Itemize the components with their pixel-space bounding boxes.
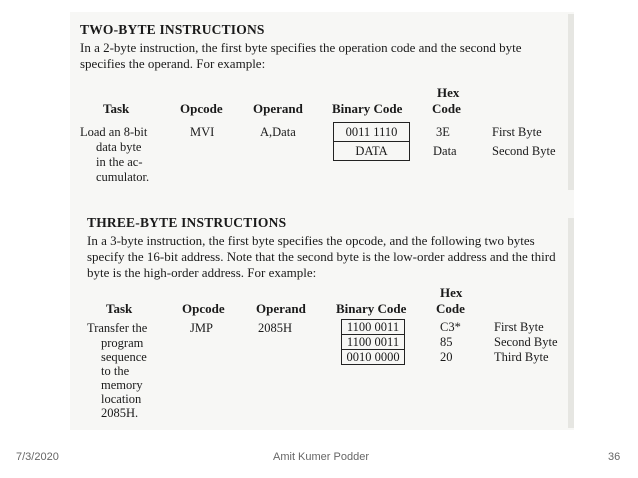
two-byte-binary-first: 0011 1110 <box>333 122 410 142</box>
three-byte-intro-line1: In a 3-byte instruction, the first byte specifies the opcode, and the following two bytes <box>87 233 535 248</box>
three-byte-task-line: sequence <box>101 350 147 364</box>
two-byte-opcode: MVI <box>190 125 215 139</box>
three-byte-label-first: First Byte <box>494 320 544 334</box>
three-byte-hex-first: C3* <box>440 320 461 334</box>
three-byte-task-line: Transfer the <box>87 321 148 335</box>
three-byte-task-line: memory <box>101 378 143 392</box>
three-byte-intro-line2: specify the 16-bit address. Note that the second byte is the low-order address and the third <box>87 249 556 264</box>
three-byte-hex-third: 20 <box>440 350 453 364</box>
two-byte-header-binary: Binary Code <box>332 101 403 116</box>
two-byte-heading: TWO-BYTE INSTRUCTIONS <box>80 22 265 37</box>
two-byte-task-line: data byte <box>96 140 142 154</box>
footer-author: Amit Kumer Podder <box>273 451 369 463</box>
two-byte-hex-second: Data <box>433 144 457 158</box>
three-byte-heading: THREE-BYTE INSTRUCTIONS <box>87 215 287 230</box>
three-byte-task-line: location <box>101 392 142 406</box>
three-byte-task-line: program <box>101 336 144 350</box>
two-byte-header-opcode: Opcode <box>180 101 223 116</box>
three-byte-hex-second: 85 <box>440 335 453 349</box>
scan-edge-shadow-lower <box>568 218 574 428</box>
two-byte-label-second: Second Byte <box>492 144 556 158</box>
two-byte-header-hex-line1: Hex <box>437 85 460 100</box>
two-byte-binary-second: DATA <box>333 141 410 161</box>
two-byte-header-operand: Operand <box>253 101 303 116</box>
three-byte-label-third: Third Byte <box>494 350 549 364</box>
three-byte-header-task: Task <box>106 301 133 316</box>
three-byte-binary-second: 1100 0011 <box>341 334 405 350</box>
two-byte-intro-line2: specifies the operand. For example: <box>80 56 266 71</box>
two-byte-operand: A,Data <box>260 125 296 139</box>
three-byte-operand: 2085H <box>258 321 293 335</box>
three-byte-task-line: to the <box>101 364 130 378</box>
two-byte-label-first: First Byte <box>492 125 542 139</box>
three-byte-binary-third: 0010 0000 <box>341 349 405 365</box>
three-byte-header-hex-line1: Hex <box>440 285 463 300</box>
three-byte-header-opcode: Opcode <box>182 301 225 316</box>
two-byte-intro-line1: In a 2-byte instruction, the first byte specifies the operation code and the second byte <box>80 40 522 55</box>
three-byte-binary-first: 1100 0011 <box>341 319 405 335</box>
three-byte-header-hex-line2: Code <box>436 301 465 316</box>
three-byte-opcode: JMP <box>190 321 213 335</box>
three-byte-header-binary: Binary Code <box>336 301 407 316</box>
three-byte-label-second: Second Byte <box>494 335 558 349</box>
two-byte-header-task: Task <box>103 101 130 116</box>
two-byte-header-hex-line2: Code <box>432 101 461 116</box>
two-byte-task-line: Load an 8-bit <box>80 125 148 139</box>
three-byte-task-line: 2085H. <box>101 406 139 420</box>
footer-page-number: 36 <box>608 451 621 463</box>
footer-date: 7/3/2020 <box>16 451 59 463</box>
two-byte-task-line: in the ac- <box>96 155 143 169</box>
two-byte-task-line: cumulator. <box>96 170 150 184</box>
three-byte-intro-line3: byte is the high-order address. For example: <box>87 265 317 280</box>
two-byte-hex-first: 3E <box>436 125 450 139</box>
three-byte-header-operand: Operand <box>256 301 306 316</box>
